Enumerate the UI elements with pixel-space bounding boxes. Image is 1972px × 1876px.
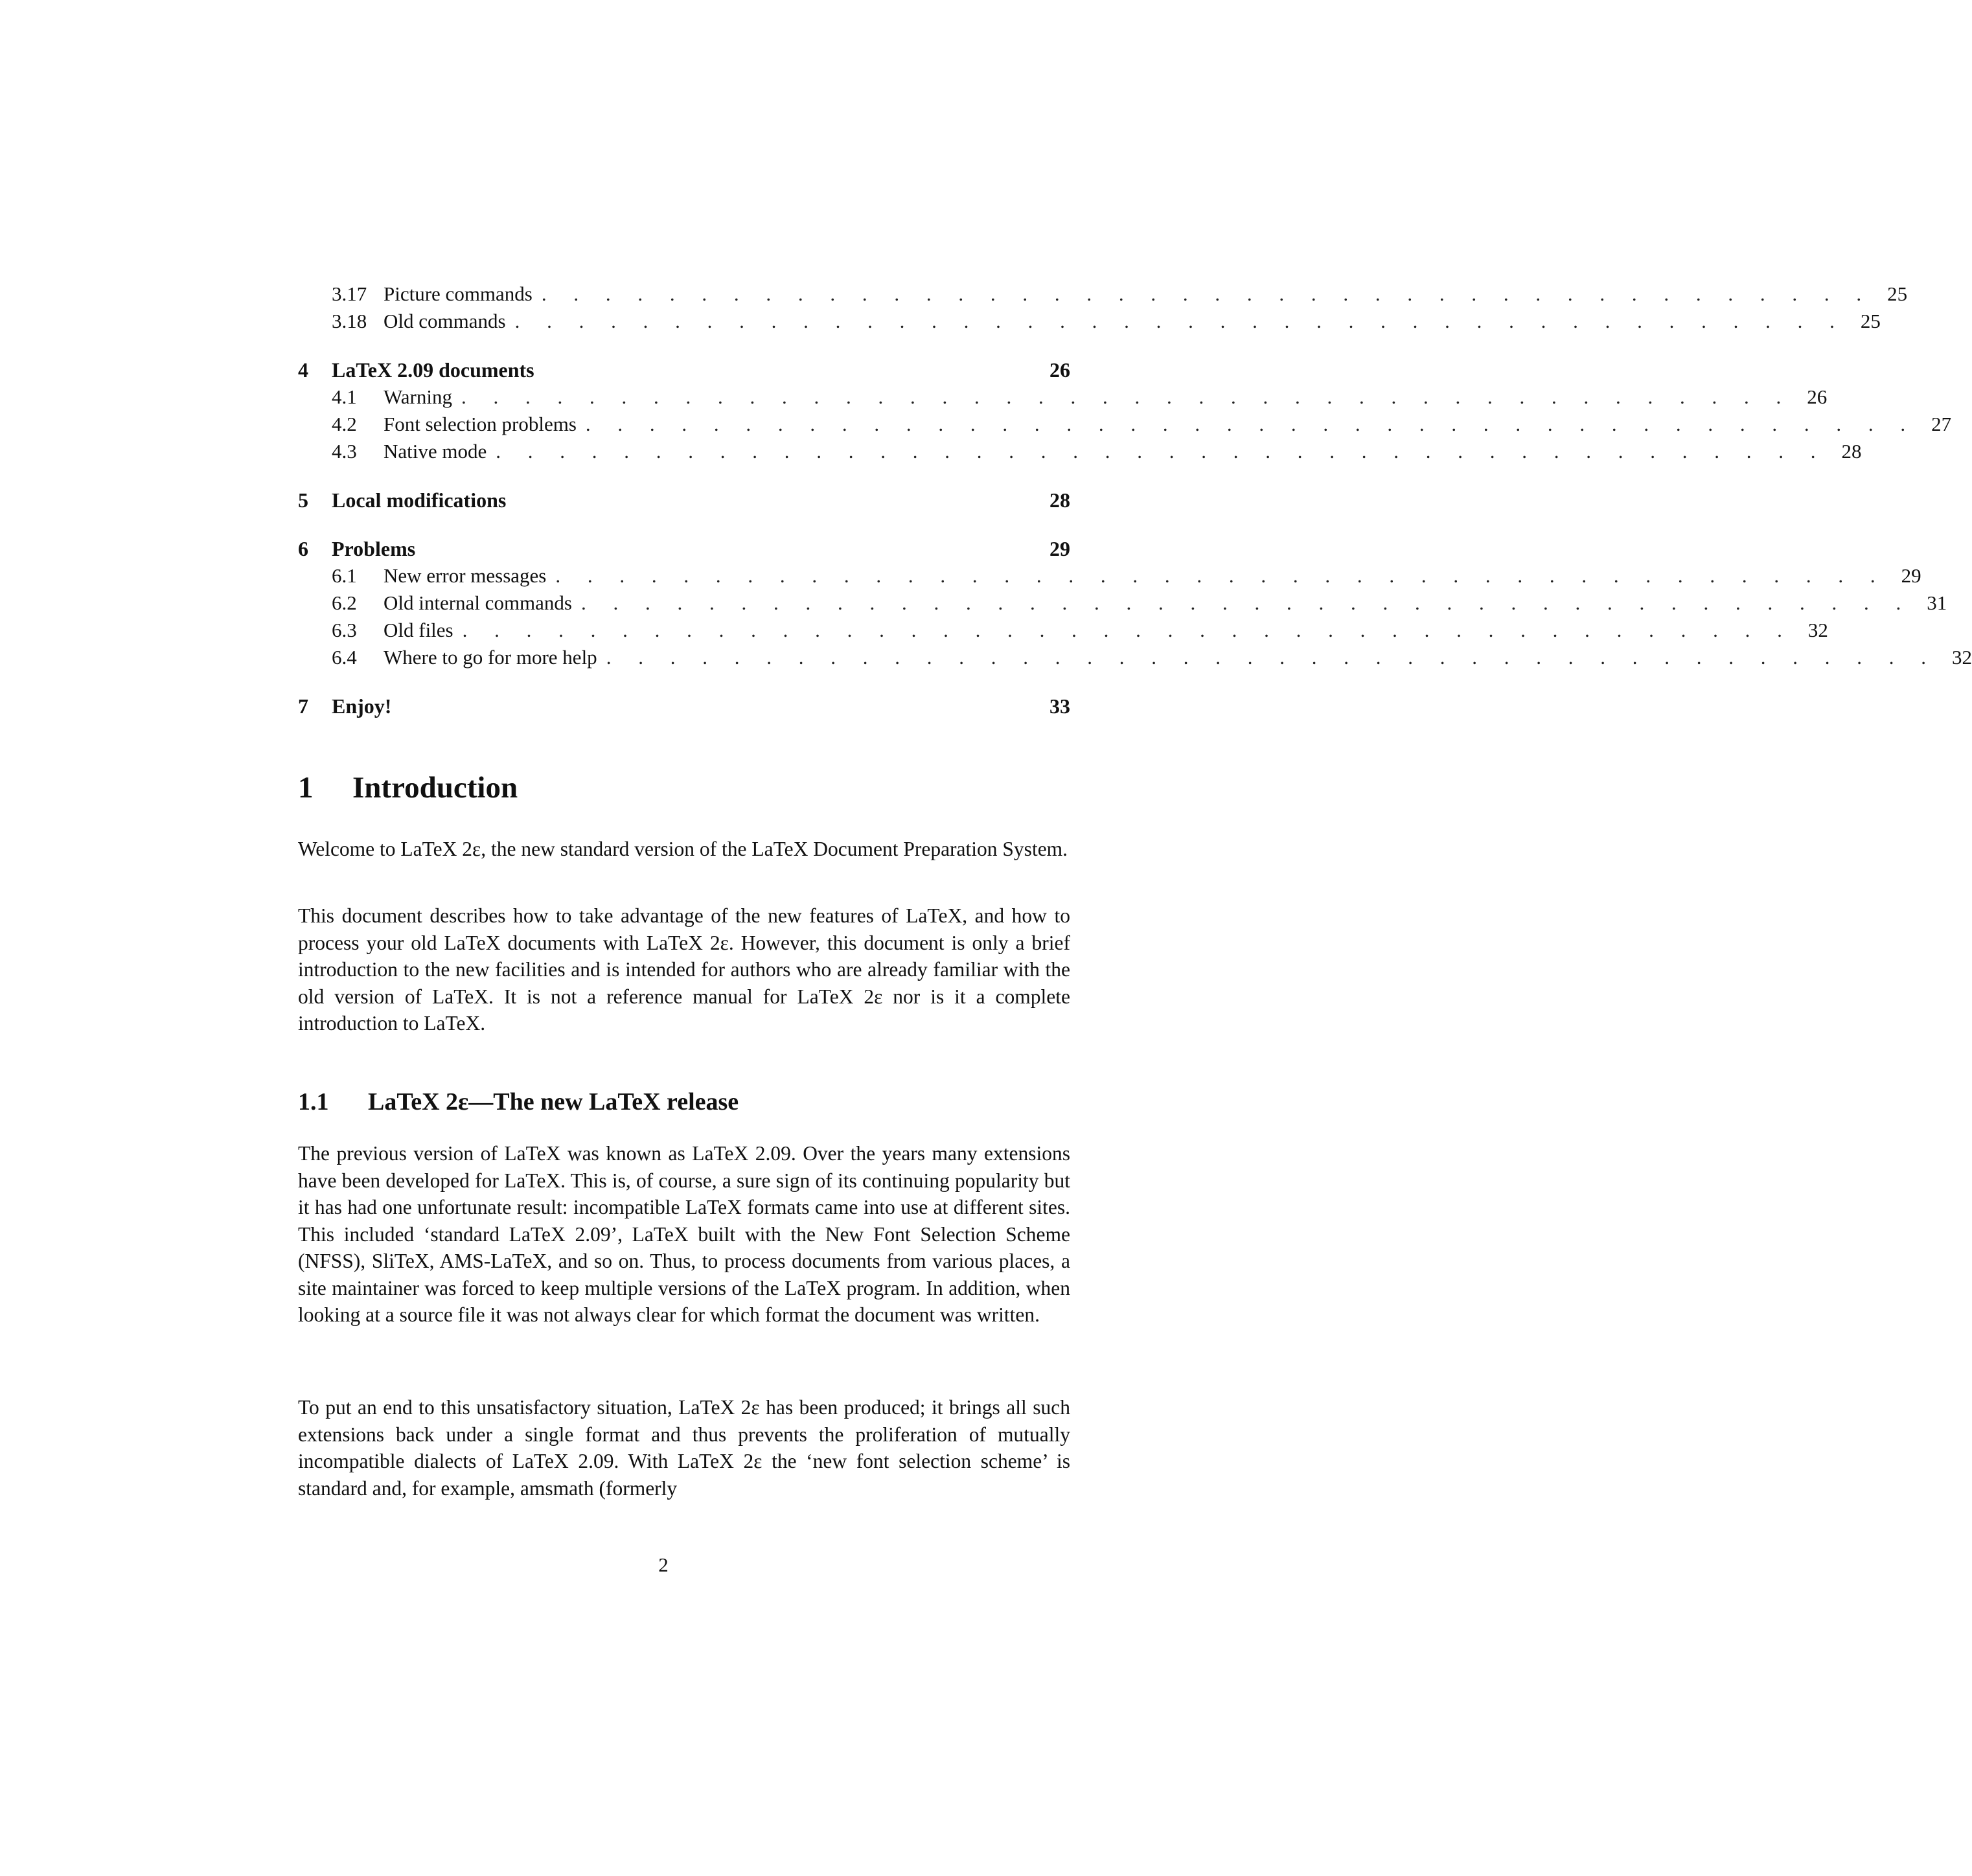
toc-dot-leader: . . . . . . . . . . . . . . . . . . . . . . . . . . . . . . . . . . . . . . . . . . <box>555 564 1886 587</box>
toc-entry-title: Where to go for more help <box>384 646 597 669</box>
toc-dot-leader: . . . . . . . . . . . . . . . . . . . . . . . . . . . . . . . . . . . . . . . . . . <box>461 385 1793 408</box>
intro-paragraph: Welcome to LaTeX 2ε, the new standard version of the LaTeX Document Preparation System. <box>298 838 1068 860</box>
toc-entry[interactable] <box>332 562 1921 589</box>
subsection-number: 1.1 <box>298 1088 329 1115</box>
toc-entry-number: 5 <box>298 488 308 512</box>
toc-entry[interactable] <box>332 308 1881 335</box>
toc-entry[interactable] <box>332 438 1862 465</box>
toc-section-entry[interactable] <box>298 486 1070 514</box>
release-paragraph: The previous version of LaTeX was known as LaTeX 2.09. Over the years many extensions have been developed for LaTeX. This is, of course, a sure sign of its continuing popularity but it has had one unfortunate result: incompatible LaTeX formats came into use at different sites. This included ‘standard LaTeX 2.09’, LaTeX built with the New Font Selection Scheme (NFSS), SliTeX, AMS-LaTeX, and so on. Thus, to process documents from various places, a site maintainer was forced to keep multiple versions of the LaTeX program. In addition, when looking at a source file it was not always clear for which format the document was written. <box>298 1142 1070 1326</box>
toc-entry-page: 32 <box>1807 619 1828 641</box>
toc-entry-number: 4.2 <box>332 413 357 435</box>
toc-dot-leader: . . . . . . . . . . . . . . . . . . . . . . . . . . . . . . . . . . . . . . . . . . <box>581 591 1912 614</box>
toc-dot-leader: . . . . . . . . . . . . . . . . . . . . . . . . . . . . . . . . . . . . . . . . . . <box>585 413 1917 435</box>
toc-entry-title: Local modifications <box>332 488 507 512</box>
page-number: 2 <box>658 1553 669 1576</box>
toc-section-entry[interactable] <box>298 535 1070 562</box>
toc-entry-page: 29 <box>1901 564 1921 587</box>
subsection-title: LaTeX 2ε—The new LaTeX release <box>368 1088 739 1115</box>
toc-section-entry[interactable] <box>298 356 1070 383</box>
toc-entry-title: Old internal commands <box>384 591 572 614</box>
toc-entry-number: 6.3 <box>332 619 357 641</box>
toc-entry-title: Enjoy! <box>332 694 392 718</box>
toc-entry-page: 25 <box>1860 310 1881 332</box>
toc-entry-number: 4.3 <box>332 440 357 463</box>
toc-entry-title: Font selection problems <box>384 413 577 435</box>
toc-entry-page: 33 <box>1049 694 1070 718</box>
toc-dot-leader: . . . . . . . . . . . . . . . . . . . . . . . . . . . . . . . . . . . . . . . . . . <box>541 282 1873 305</box>
toc-entry-number: 3.18 <box>332 310 367 332</box>
toc-entry-page: 26 <box>1807 385 1828 408</box>
intro-paragraph: This document describes how to take advantage of the new features of LaTeX, and how to process your old LaTeX documents with LaTeX 2ε. However, this document is only a brief introduction to the new facilities and is intended for authors who are already familiar with the old version of LaTeX. It is not a reference manual for LaTeX 2ε nor is it a complete introduction to LaTeX. <box>298 904 1070 1035</box>
toc-entry-page: 29 <box>1049 537 1070 560</box>
toc-entry-number: 7 <box>298 694 308 718</box>
toc-entry-title: LaTeX 2.09 documents <box>332 358 534 382</box>
toc-section-entry[interactable] <box>298 692 1070 720</box>
toc-entry-page: 31 <box>1927 591 1947 614</box>
release-paragraph: To put an end to this unsatisfactory situation, LaTeX 2ε has been produced; it brings all such extensions back under a single format and thus prevents the proliferation of mutually incompatible dialects of LaTeX 2.09. With LaTeX 2ε the ‘new font selection scheme’ is standard and, for example, amsmath (formerly <box>298 1396 1070 1500</box>
toc-entry[interactable] <box>332 280 1908 308</box>
toc-entry-number: 6.4 <box>332 646 357 669</box>
toc-dot-leader: . . . . . . . . . . . . . . . . . . . . . . . . . . . . . . . . . . . . . . . . . . <box>462 619 1793 641</box>
section-heading <box>298 768 518 807</box>
toc-entry-number: 4 <box>298 358 308 382</box>
toc-entry-number: 6.2 <box>332 591 357 614</box>
toc-entry-page: 27 <box>1931 413 1952 435</box>
toc-entry-number: 4.1 <box>332 385 357 408</box>
toc-entry-title: Native mode <box>384 440 487 463</box>
section-title: Introduction <box>352 771 518 805</box>
toc-entry-number: 6.1 <box>332 564 357 587</box>
toc-entry[interactable] <box>332 383 1828 411</box>
toc-entry-number: 6 <box>298 537 308 560</box>
section-number: 1 <box>298 771 314 805</box>
toc-entry-title: Old files <box>384 619 453 641</box>
toc-entry-page: 26 <box>1049 358 1070 382</box>
toc-entry-page: 28 <box>1841 440 1862 463</box>
toc-entry[interactable] <box>332 589 1947 617</box>
toc-entry[interactable] <box>332 644 1972 671</box>
toc-entry-number: 3.17 <box>332 282 367 305</box>
toc-entry-page: 25 <box>1887 282 1908 305</box>
toc-entry-page: 32 <box>1951 646 1972 669</box>
toc-entry-title: Problems <box>332 537 416 560</box>
toc-dot-leader: . . . . . . . . . . . . . . . . . . . . . . . . . . . . . . . . . . . . . . . . . . <box>496 440 1827 463</box>
toc-dot-leader: . . . . . . . . . . . . . . . . . . . . . . . . . . . . . . . . . . . . . . . . . . <box>514 310 1846 332</box>
toc-dot-leader: . . . . . . . . . . . . . . . . . . . . . . . . . . . . . . . . . . . . . . . . . . <box>606 646 1937 669</box>
toc-entry-title: Picture commands <box>384 282 533 305</box>
toc-entry[interactable] <box>332 617 1828 644</box>
toc-entry[interactable] <box>332 411 1952 438</box>
toc-entry-title: Warning <box>384 385 452 408</box>
toc-entry-title: Old commands <box>384 310 506 332</box>
toc-entry-title: New error messages <box>384 564 547 587</box>
subsection-heading <box>298 1086 739 1118</box>
toc-entry-page: 28 <box>1049 488 1070 512</box>
